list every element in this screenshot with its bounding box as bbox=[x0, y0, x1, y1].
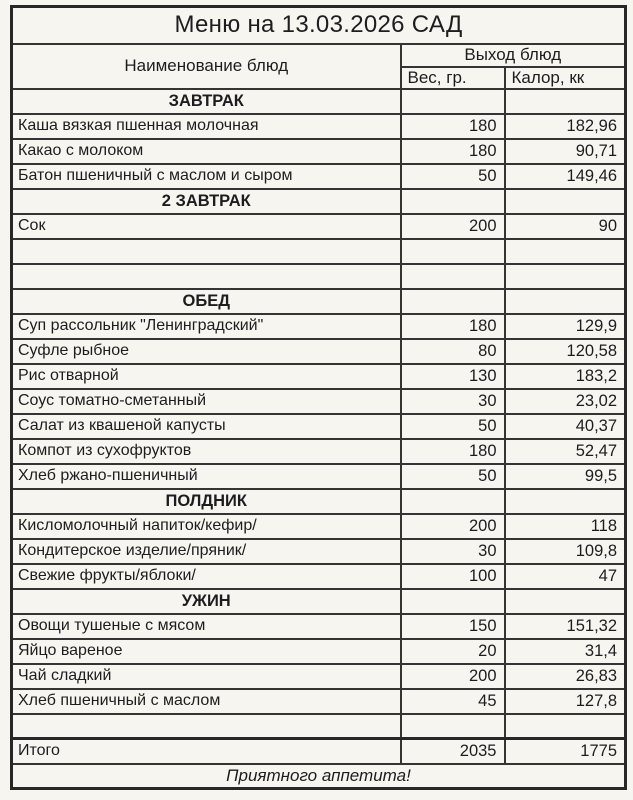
section-row bbox=[12, 289, 626, 314]
weight-cell: 50 bbox=[401, 414, 505, 439]
calories-cell: 127,8 bbox=[505, 689, 626, 714]
calories-cell: 99,5 bbox=[505, 464, 626, 489]
dish-name-cell: Кисломолочный напиток/кефир/ bbox=[12, 514, 401, 539]
dish-row bbox=[12, 389, 626, 414]
empty-row bbox=[12, 714, 626, 739]
weight-cell bbox=[401, 239, 505, 264]
dish-row bbox=[12, 364, 626, 389]
dish-name-cell: Рис отварной bbox=[12, 364, 401, 389]
column-header-dish-name: Наименование блюд bbox=[12, 44, 401, 89]
dish-row bbox=[12, 114, 626, 139]
calories-cell: 40,37 bbox=[505, 414, 626, 439]
weight-cell: 45 bbox=[401, 689, 505, 714]
weight-cell: 200 bbox=[401, 664, 505, 689]
calories-cell bbox=[505, 189, 626, 214]
calories-cell: 151,32 bbox=[505, 614, 626, 639]
weight-cell: 2035 bbox=[401, 739, 505, 764]
dish-row bbox=[12, 214, 626, 239]
dish-row bbox=[12, 614, 626, 639]
dish-name-cell: Суфле рыбное bbox=[12, 339, 401, 364]
column-header-output-group: Выход блюд bbox=[401, 44, 626, 67]
weight-cell: 50 bbox=[401, 164, 505, 189]
dish-name-cell: Какао с молоком bbox=[12, 139, 401, 164]
calories-cell bbox=[505, 289, 626, 314]
calories-cell: 26,83 bbox=[505, 664, 626, 689]
calories-cell: 183,2 bbox=[505, 364, 626, 389]
dish-name-cell: Компот из сухофруктов bbox=[12, 439, 401, 464]
weight-cell: 180 bbox=[401, 314, 505, 339]
section-row bbox=[12, 89, 626, 114]
calories-cell bbox=[505, 239, 626, 264]
calories-cell: 90 bbox=[505, 214, 626, 239]
dish-name-cell: Суп рассольник "Ленинградский" bbox=[12, 314, 401, 339]
dish-row bbox=[12, 414, 626, 439]
weight-cell: 20 bbox=[401, 639, 505, 664]
weight-cell: 150 bbox=[401, 614, 505, 639]
section-title-cell: УЖИН bbox=[12, 589, 401, 614]
dish-name-cell bbox=[12, 264, 401, 289]
calories-cell: 109,8 bbox=[505, 539, 626, 564]
calories-cell bbox=[505, 89, 626, 114]
dish-row bbox=[12, 139, 626, 164]
weight-cell: 200 bbox=[401, 214, 505, 239]
dish-row bbox=[12, 689, 626, 714]
section-row bbox=[12, 189, 626, 214]
calories-cell: 52,47 bbox=[505, 439, 626, 464]
column-header-calories: Калор, кк bbox=[505, 67, 626, 89]
section-title-cell: ОБЕД bbox=[12, 289, 401, 314]
dish-name-cell: Свежие фрукты/яблоки/ bbox=[12, 564, 401, 589]
dish-name-cell: Хлеб ржано-пшеничный bbox=[12, 464, 401, 489]
calories-cell: 1775 bbox=[505, 739, 626, 764]
calories-cell: 23,02 bbox=[505, 389, 626, 414]
dish-row bbox=[12, 564, 626, 589]
weight-cell: 130 bbox=[401, 364, 505, 389]
calories-cell: 120,58 bbox=[505, 339, 626, 364]
weight-cell: 180 bbox=[401, 139, 505, 164]
dish-name-cell: Хлеб пшеничный с маслом bbox=[12, 689, 401, 714]
weight-cell: 50 bbox=[401, 464, 505, 489]
calories-cell: 90,71 bbox=[505, 139, 626, 164]
calories-cell bbox=[505, 264, 626, 289]
weight-cell bbox=[401, 589, 505, 614]
dish-name-cell: Соус томатно-сметанный bbox=[12, 389, 401, 414]
section-title-cell: ЗАВТРАК bbox=[12, 89, 401, 114]
total-row bbox=[12, 739, 626, 764]
page-title: Меню на 13.03.2026 САД bbox=[12, 7, 626, 44]
empty-row bbox=[12, 264, 626, 289]
calories-cell bbox=[505, 714, 626, 739]
dish-row bbox=[12, 339, 626, 364]
calories-cell bbox=[505, 489, 626, 514]
dish-name-cell: Каша вязкая пшенная молочная bbox=[12, 114, 401, 139]
dish-row bbox=[12, 464, 626, 489]
dish-row bbox=[12, 439, 626, 464]
dish-name-cell: Батон пшеничный с маслом и сыром bbox=[12, 164, 401, 189]
dish-name-cell: Кондитерское изделие/пряник/ bbox=[12, 539, 401, 564]
dish-row bbox=[12, 314, 626, 339]
dish-name-cell bbox=[12, 714, 401, 739]
dish-row bbox=[12, 664, 626, 689]
dish-row bbox=[12, 539, 626, 564]
column-header-weight: Вес, гр. bbox=[401, 67, 505, 89]
weight-cell bbox=[401, 489, 505, 514]
dish-name-cell: Итого bbox=[12, 739, 401, 764]
header-row-top bbox=[12, 44, 626, 67]
title-row bbox=[12, 7, 626, 44]
calories-cell: 149,46 bbox=[505, 164, 626, 189]
calories-cell: 47 bbox=[505, 564, 626, 589]
calories-cell: 129,9 bbox=[505, 314, 626, 339]
section-title-cell: ПОЛДНИК bbox=[12, 489, 401, 514]
dish-name-cell: Яйцо вареное bbox=[12, 639, 401, 664]
weight-cell bbox=[401, 89, 505, 114]
dish-name-cell: Чай сладкий bbox=[12, 664, 401, 689]
dish-row bbox=[12, 164, 626, 189]
weight-cell bbox=[401, 289, 505, 314]
weight-cell: 100 bbox=[401, 564, 505, 589]
section-row bbox=[12, 489, 626, 514]
footer-row bbox=[12, 764, 626, 789]
dish-name-cell bbox=[12, 239, 401, 264]
weight-cell: 80 bbox=[401, 339, 505, 364]
dish-name-cell: Сок bbox=[12, 214, 401, 239]
menu-table bbox=[10, 5, 627, 790]
empty-row bbox=[12, 239, 626, 264]
weight-cell bbox=[401, 189, 505, 214]
calories-cell bbox=[505, 589, 626, 614]
dish-row bbox=[12, 639, 626, 664]
dish-name-cell: Овощи тушеные с мясом bbox=[12, 614, 401, 639]
weight-cell: 30 bbox=[401, 539, 505, 564]
weight-cell: 200 bbox=[401, 514, 505, 539]
calories-cell: 182,96 bbox=[505, 114, 626, 139]
weight-cell: 180 bbox=[401, 114, 505, 139]
dish-name-cell: Салат из квашеной капусты bbox=[12, 414, 401, 439]
section-row bbox=[12, 589, 626, 614]
calories-cell: 118 bbox=[505, 514, 626, 539]
footer-note: Приятного аппетита! bbox=[12, 764, 626, 789]
weight-cell bbox=[401, 264, 505, 289]
weight-cell bbox=[401, 714, 505, 739]
dish-row bbox=[12, 514, 626, 539]
weight-cell: 180 bbox=[401, 439, 505, 464]
section-title-cell: 2 ЗАВТРАК bbox=[12, 189, 401, 214]
calories-cell: 31,4 bbox=[505, 639, 626, 664]
weight-cell: 30 bbox=[401, 389, 505, 414]
